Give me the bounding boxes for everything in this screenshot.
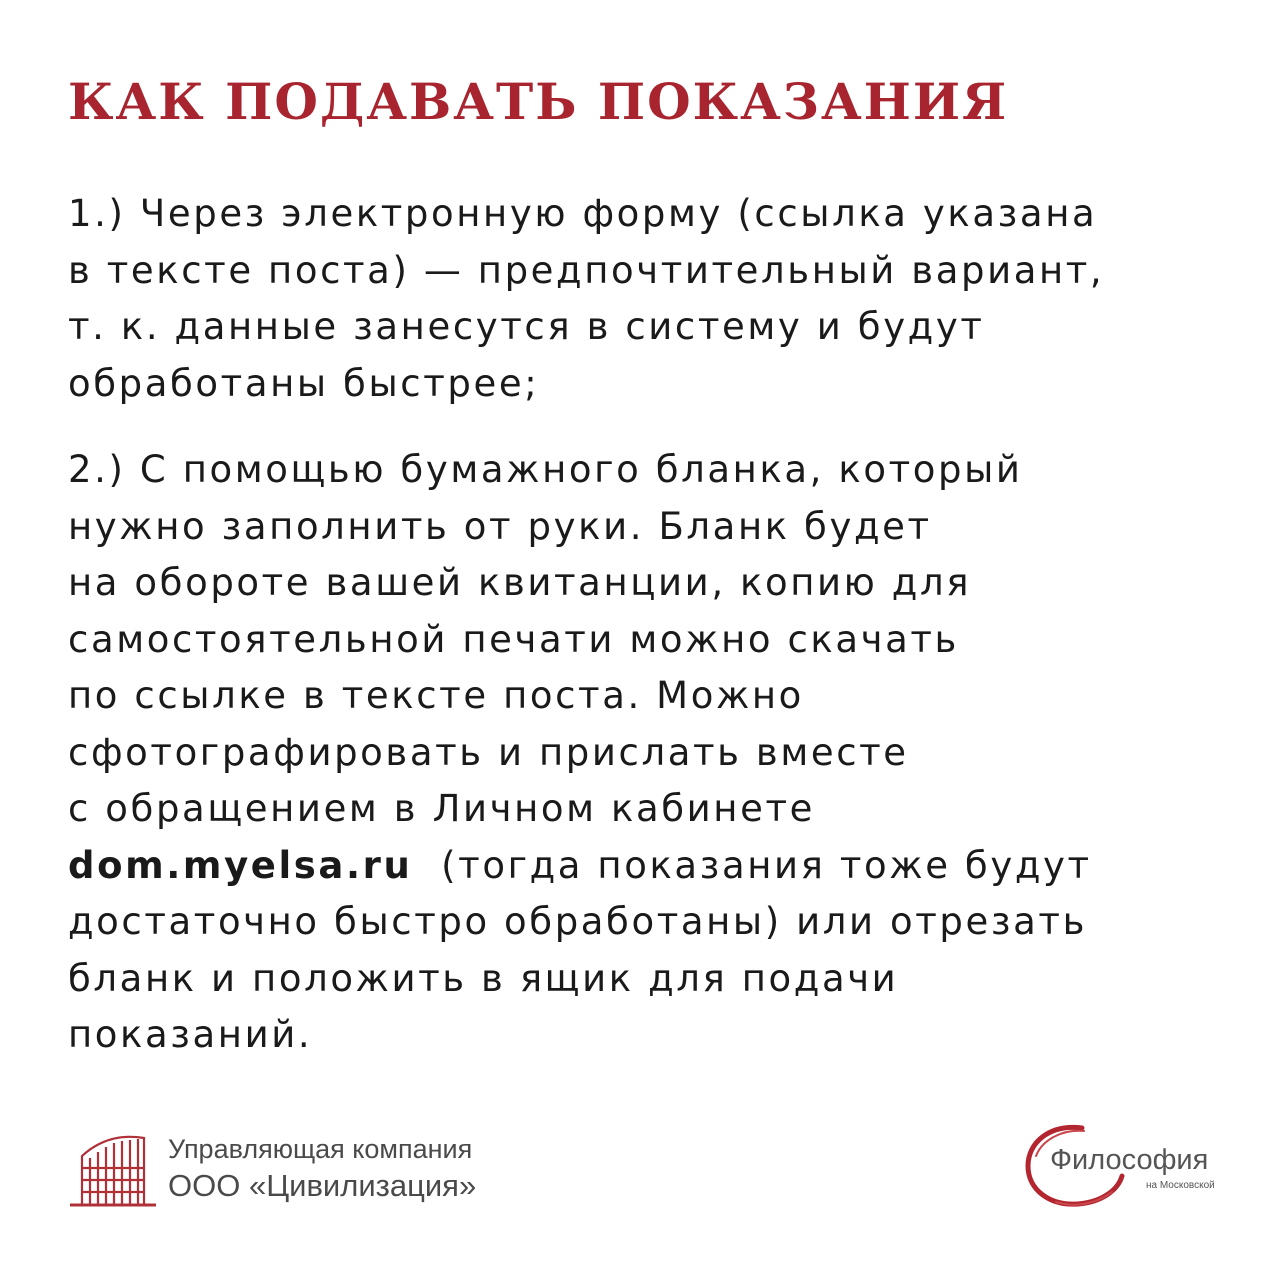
brand-logo <box>1022 1120 1222 1210</box>
instruction-2-line: достаточно быстро обработаны) или отрезать <box>68 900 1087 943</box>
instruction-2-line: на обороте вашей квитанции, копию для <box>68 561 972 604</box>
brand-subtitle: на Московской <box>1146 1180 1215 1191</box>
instruction-2-line: показаний. <box>68 1013 313 1056</box>
instruction-1-line: 1.) Через электронную форму (ссылка указана <box>68 192 1098 235</box>
company-type: Управляющая компания <box>168 1134 473 1164</box>
instruction-2-after-link: (тогда показания тоже будут <box>441 843 1092 887</box>
instruction-2-line: по ссылке в тексте поста. Можно <box>68 674 804 717</box>
instruction-1-line: в тексте поста) — предпочтительный вариант, <box>68 248 1105 292</box>
brand-name: Философия <box>1050 1144 1209 1176</box>
instruction-2-line: бланк и положить в ящик для подачи <box>68 956 899 1000</box>
instruction-2-link-line <box>68 838 1228 895</box>
company-legal-name: ООО «Цивилизация» <box>168 1168 477 1203</box>
instructions-body <box>68 186 1228 1064</box>
instruction-1-line: обработаны быстрее; <box>68 361 540 405</box>
instruction-2-line: нужно заполнить от руки. Бланк будет <box>68 504 932 548</box>
instruction-2 <box>68 442 1228 1064</box>
personal-cabinet-link[interactable]: dom.myelsa.ru <box>68 843 413 887</box>
building-icon <box>68 1128 158 1208</box>
instruction-2-line: сфотографировать и прислать вместе <box>68 730 909 774</box>
company-branding <box>68 1128 476 1208</box>
instruction-2-line: с обращением в Личном кабинете <box>68 787 815 830</box>
instruction-1 <box>68 186 1228 412</box>
instruction-1-line: т. к. данные занесутся в систему и будут <box>68 305 985 348</box>
instruction-2-line: самостоятельной печати можно скачать <box>68 617 959 661</box>
company-name <box>168 1132 476 1206</box>
instruction-2-line: 2.) С помощью бумажного бланка, который <box>68 448 1023 491</box>
page-title: КАК ПОДАВАТЬ ПОКАЗАНИЯ <box>68 72 1009 131</box>
